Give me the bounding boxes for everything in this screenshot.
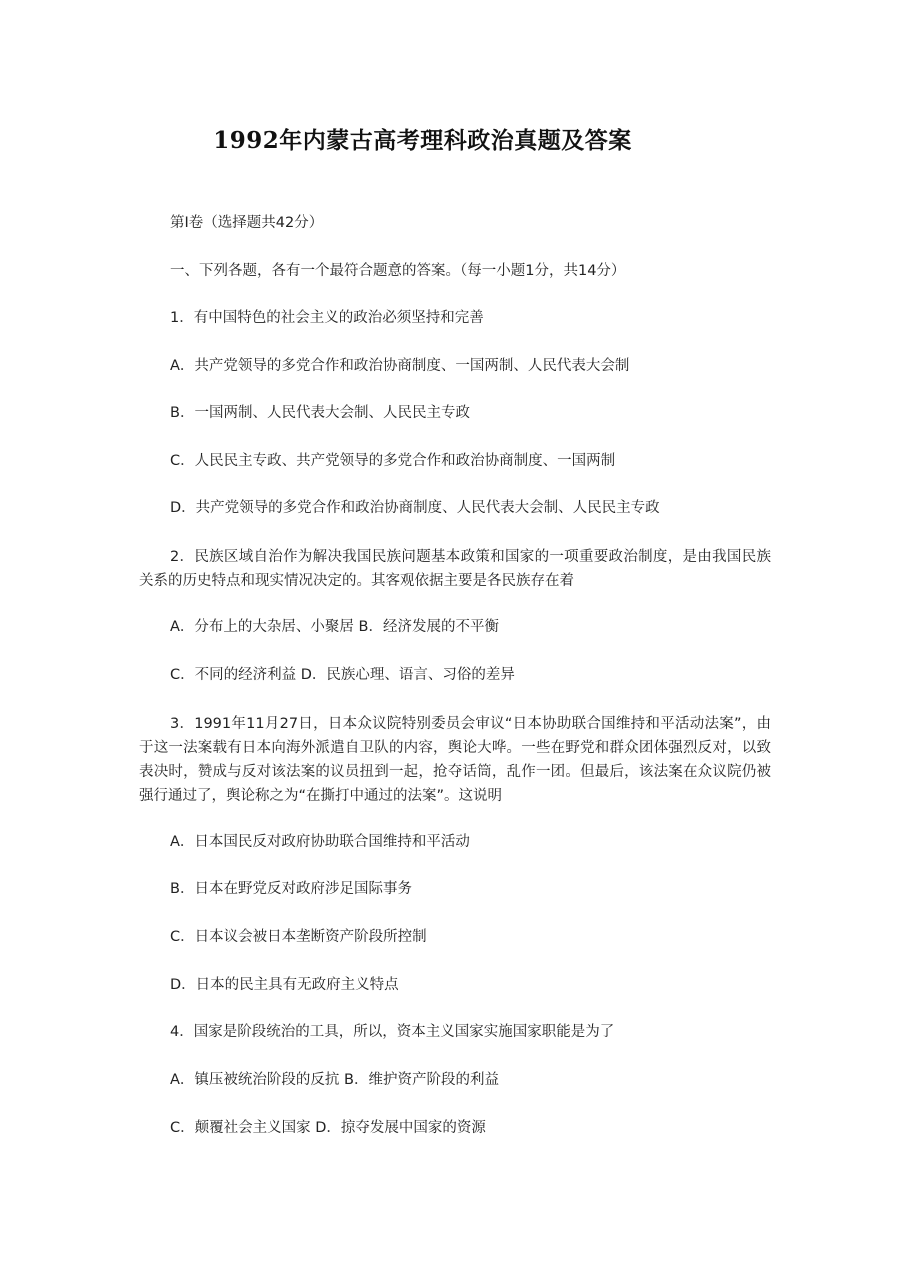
- question-1-stem: 1．有中国特色的社会主义的政治必须坚持和完善: [170, 310, 484, 326]
- question-2-options-cd: C．不同的经济利益 D．民族心理、语言、习俗的差异: [170, 667, 515, 683]
- section-header: 第Ⅰ卷（选择题共42分）: [170, 215, 324, 231]
- question-4-options-ab: A．镇压被统治阶段的反抗 B．维护资产阶段的利益: [170, 1072, 499, 1088]
- document-title: 1992年内蒙古高考理科政治真题及答案: [213, 127, 632, 154]
- question-3-option-a: A．日本国民反对政府协助联合国维持和平活动: [170, 834, 470, 850]
- question-4-options-cd: C．颠覆社会主义国家 D．掠夺发展中国家的资源: [170, 1120, 486, 1136]
- question-4-stem: 4．国家是阶段统治的工具，所以，资本主义国家实施国家职能是为了: [170, 1024, 615, 1040]
- question-1-option-d: D．共产党领导的多党合作和政治协商制度、人民代表大会制、人民民主专政: [170, 500, 660, 516]
- question-2-options-ab: A．分布上的大杂居、小聚居 B．经济发展的不平衡: [170, 619, 499, 635]
- question-3-option-d: D．日本的民主具有无政府主义特点: [170, 977, 399, 993]
- question-3-stem: 3．1991年11月27日，日本众议院特别委员会审议“日本协助联合国维持和平活动法案”，由于这一法案载有日本向海外派遣自卫队的内容，舆论大哗。一些在野党和群众团体强烈反对，以致表决时，赞成与反对该法案的议员扭到一起，抢夺话筒，乱作一团。但最后，该法案在众议院仍被强行通过了，舆论称之为“在撕打中通过的法案”。这说明: [139, 716, 771, 804]
- part-one-instruction: 一、下列各题，各有一个最符合题意的答案。（每一小题1分，共14分）: [170, 263, 626, 279]
- question-1-option-b: B．一国两制、人民代表大会制、人民民主专政: [170, 405, 470, 421]
- question-1-option-a: A．共产党领导的多党合作和政治协商制度、一国两制、人民代表大会制: [170, 358, 630, 374]
- question-3-option-c: C．日本议会被日本垄断资产阶段所控制: [170, 929, 427, 945]
- question-3-option-b: B．日本在野党反对政府涉足国际事务: [170, 881, 412, 897]
- question-1-option-c: C．人民民主专政、共产党领导的多党合作和政治协商制度、一国两制: [170, 453, 616, 469]
- question-2-stem: 2．民族区域自治作为解决我国民族问题基本政策和国家的一项重要政治制度，是由我国民族关系的历史特点和现实情况决定的。其客观依据主要是各民族存在着: [139, 549, 771, 589]
